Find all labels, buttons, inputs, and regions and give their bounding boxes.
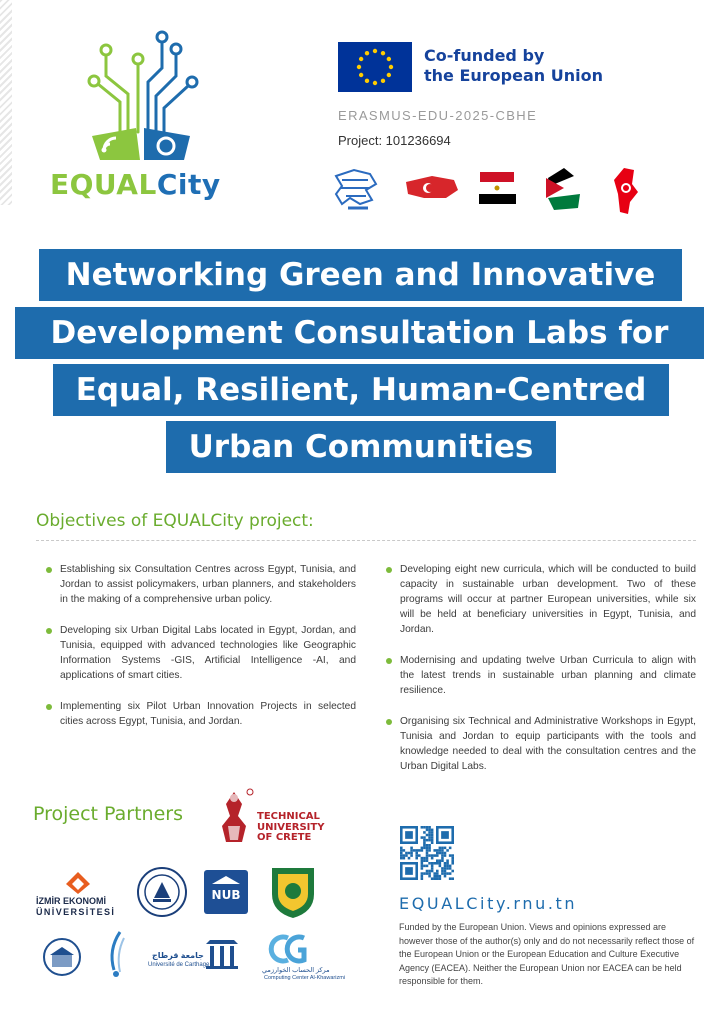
qr-module [433,877,436,880]
qr-module [439,859,442,862]
qr-module [426,872,429,875]
qr-module [413,849,416,852]
qr-module [431,854,434,857]
qr-module [439,847,442,850]
qr-module [415,852,418,855]
bullet-icon [46,704,52,710]
qr-module [441,870,444,873]
qr-module [423,872,426,875]
qr-module [433,862,436,865]
egypt-map-icon [478,172,516,204]
qr-module [441,847,444,850]
qr-module [431,829,434,832]
bullet-icon [46,567,52,573]
qr-module [400,854,403,857]
qr-module [451,862,454,865]
qr-module [433,854,436,857]
university-circle-logo-icon [42,937,82,977]
eu-star [387,73,391,77]
university-shield-icon [268,864,318,920]
qr-module [441,872,444,875]
qr-module [439,877,442,880]
qr-module [400,857,403,860]
qr-module [410,847,413,850]
qr-module [436,877,439,880]
qr-module [426,847,429,850]
carthage-arabic-label: جامعة قرطاج [152,951,204,960]
qr-module [428,839,431,842]
university-figure-logo-icon [102,930,132,980]
qr-module [441,849,444,852]
qr-module [444,852,447,855]
qr-module [436,859,439,862]
objectives-divider [36,540,696,541]
qr-module [444,867,447,870]
project-number: Project: 101236694 [338,133,451,148]
qr-module [436,854,439,857]
qr-code-icon[interactable] [400,826,454,880]
greece-map-icon [336,170,376,208]
qr-module [449,872,452,875]
qr-module [428,875,431,878]
nub-logo-icon [204,870,248,914]
qr-module [433,849,436,852]
qr-module [408,852,411,855]
qr-module [431,841,434,844]
qr-module [426,834,429,837]
qr-module [423,826,426,829]
qr-module [441,854,444,857]
qr-module [405,831,413,839]
qr-module [446,859,449,862]
eu-star [359,73,363,77]
qr-module [400,852,403,855]
bullet-icon [46,628,52,634]
eu-star [389,65,393,69]
qr-module [423,844,426,847]
qr-module [449,865,452,868]
country-flags [328,164,648,218]
qr-module [444,854,447,857]
qr-module [451,857,454,860]
qr-module [428,826,431,829]
eu-flag-icon [338,42,412,92]
qr-module [421,862,424,865]
qr-module [439,849,442,852]
eu-star [365,51,369,55]
bullet-icon [386,567,392,573]
eu-star [373,81,377,85]
qr-module [436,862,439,865]
qr-module [428,849,431,852]
qr-module [439,852,442,855]
qr-module [436,849,439,852]
qr-module [428,854,431,857]
qr-module [405,854,408,857]
qr-module [446,867,449,870]
qr-module [449,847,452,850]
qr-module [415,849,418,852]
qr-module [433,875,436,878]
qr-module [433,872,436,875]
nub-label: NUB [211,888,241,902]
qr-module [403,854,406,857]
qr-module [431,877,434,880]
qr-module [439,875,442,878]
qr-module [444,870,447,873]
qr-module [451,877,454,880]
eu-star [365,79,369,83]
qr-module [421,857,424,860]
qr-module [415,854,418,857]
qr-module [423,847,426,850]
qr-module [431,870,434,873]
qr-module [446,849,449,852]
logo-wordmark: EQUALCity [50,168,221,201]
ccak-logo-icon [268,934,322,964]
qr-module [426,829,429,832]
tunisia-map-icon [614,168,638,214]
qr-module [431,831,434,834]
qr-module [421,865,424,868]
qr-module [423,857,426,860]
qr-module [421,859,424,862]
qr-module [421,877,424,880]
title-line-2: Development Consultation Labs for [15,307,704,359]
objectives-heading: Objectives of EQUALCity project: [36,511,314,531]
qr-module [408,857,411,860]
qr-module [405,867,413,875]
qr-module [441,852,444,855]
qr-module [423,865,426,868]
ccak-english-label: Computing Center Al-Khawarizmi [264,975,346,981]
objective-item: Developing six Urban Digital Labs located in Egypt, Jordan, and Tunisia, equipped with advanced technologies like Geographic Information Systems -GIS, Artificial Intelligence -AI, and applications of smart cities. [46,623,356,683]
qr-module [426,854,429,857]
qr-module [410,849,413,852]
qr-module [421,849,424,852]
izmir-logo-icon [64,870,92,896]
eu-star [381,51,385,55]
qr-module [444,865,447,868]
qr-module [428,872,431,875]
qr-module [405,852,408,855]
university-seal-icon [136,866,188,918]
qr-module [426,857,429,860]
eu-star [387,57,391,61]
qr-module [400,849,403,852]
izmir-wordmark: İZMİR EKONOMİ ÜNİVERSİTESİ [36,896,116,917]
objectives-left-column [46,562,356,729]
turkey-map-icon [406,176,458,198]
qr-module [441,859,444,862]
qr-module [421,836,424,839]
qr-module [428,862,431,865]
qr-module [449,854,452,857]
qr-module [423,839,426,842]
qr-module [421,872,424,875]
qr-module [400,847,403,850]
bullet-icon [386,719,392,725]
qr-module [421,875,424,878]
objective-item: Organising six Technical and Administrative Workshops in Egypt, Tunisia and Jordan to equip participants with the tools and knowledge needed to deal with the consultation centres and the Urban Digital Labs. [386,714,696,774]
qr-module [428,844,431,847]
qr-module [421,847,424,850]
tuc-wordmark: TECHNICAL UNIVERSITY OF CRETE [257,811,325,843]
title-line-1: Networking Green and Innovative [39,249,682,301]
qr-module [431,865,434,868]
qr-module [444,862,447,865]
qr-module [444,872,447,875]
objective-item: Establishing six Consultation Centres across Egypt, Tunisia, and Jordan to assist policymakers, urban planners, and stakeholders in the making of a comprehensive urban policy. [46,562,356,607]
carthage-columns-icon [204,938,240,970]
eu-star [373,49,377,53]
qr-module [428,836,431,839]
qr-module [431,834,434,837]
qr-module [428,831,431,834]
qr-module [410,854,413,857]
qr-module [451,870,454,873]
qr-module [431,867,434,870]
qr-module [423,831,426,834]
page-edge-pattern [0,0,12,205]
partners-heading: Project Partners [33,803,183,825]
qr-module [449,877,452,880]
qr-module [441,867,444,870]
qr-module [431,857,434,860]
qr-module [439,862,442,865]
qr-module [428,829,431,832]
eu-cofunded-label: Co-funded by the European Union [424,46,603,85]
qr-module [426,870,429,873]
title-line-4: Urban Communities [166,421,556,473]
qr-module [421,867,424,870]
qr-module [403,857,406,860]
qr-module [426,839,429,842]
title-line-3: Equal, Resilient, Human-Centred [53,364,669,416]
qr-module [449,867,452,870]
qr-module [436,852,439,855]
qr-module [428,847,431,850]
qr-module [441,831,449,839]
qr-module [439,865,442,868]
qr-module [436,875,439,878]
funding-disclaimer: Funded by the European Union. Views and opinions expressed are however those of the author(s) only and do not necessarily reflect those of the European Union or the European Education and Culture Executive Agency (EACEA). Neither the European Union nor EACEA can be held responsible for them. [399,922,695,986]
project-website-link[interactable]: EQUALCity.rnu.tn [399,894,578,913]
qr-module [446,865,449,868]
objectives-right-column [386,562,696,774]
qr-module [428,870,431,873]
qr-module [423,859,426,862]
qr-module [444,847,447,850]
qr-module [418,849,421,852]
qr-module [421,826,424,829]
qr-module [446,862,449,865]
bullet-icon [386,658,392,664]
qr-module [431,839,434,842]
objective-item: Implementing six Pilot Urban Innovation Projects in selected cities across Egypt, Tunisia, and Jordan. [46,699,356,729]
eu-star [357,65,361,69]
qr-module [423,841,426,844]
qr-module [423,836,426,839]
qr-module [426,852,429,855]
eu-star [359,57,363,61]
programme-code: ERASMUS-EDU-2025-CBHE [338,108,538,123]
qr-module [415,857,418,860]
objective-item: Modernising and updating twelve Urban Curricula to align with the latest trends in sustainable urban planning and climate resilience. [386,653,696,698]
qr-module [451,854,454,857]
qr-module [451,859,454,862]
objective-item: Developing eight new curricula, which will be conducted to build capacity in sustainable urban development. Two of these programs will occur at partner European universities, while six will be held at beneficiary universities in Egypt, Tunisia, and Jordan. [386,562,696,637]
qr-module [426,849,429,852]
eu-star [381,79,385,83]
qr-module [436,870,439,873]
qr-module [426,865,429,868]
carthage-french-label: Université de Carthage [148,962,210,968]
qr-module [426,844,429,847]
qr-module [431,836,434,839]
tuc-logo-icon [212,786,256,848]
qr-module [436,872,439,875]
qr-module [410,852,413,855]
qr-module [418,854,421,857]
qr-module [426,859,429,862]
qr-module [446,872,449,875]
qr-module [444,875,447,878]
ccak-arabic-label: مركز الحساب الخوارزمي [262,967,330,974]
qr-module [428,834,431,837]
qr-module [441,857,444,860]
qr-module [431,862,434,865]
jordan-map-icon [546,168,580,210]
qr-module [403,849,406,852]
qr-module [426,826,429,829]
